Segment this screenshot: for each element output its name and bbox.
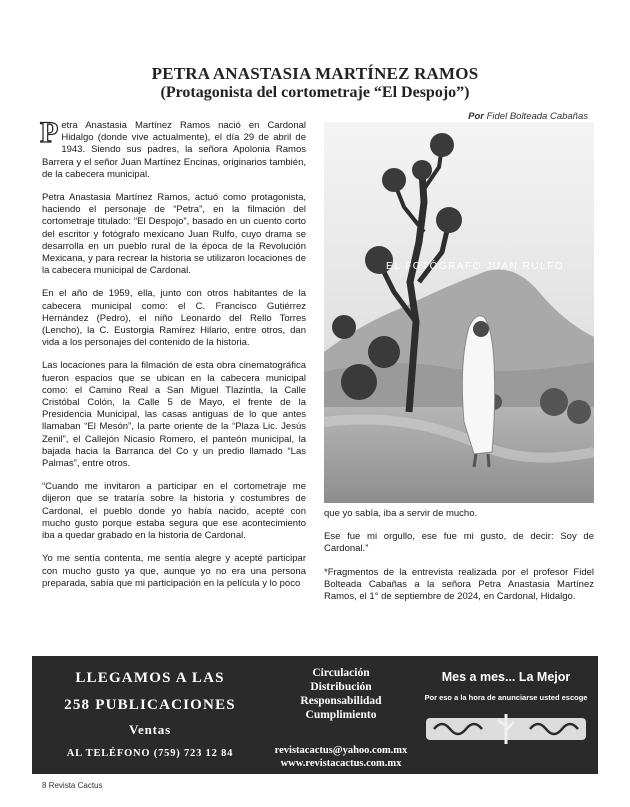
article-title: PETRA ANASTASIA MARTÍNEZ RAMOS <box>151 64 479 83</box>
service-4: Cumplimiento <box>305 709 377 721</box>
article-subtitle: (Protagonista del cortometraje “El Despojo”) <box>160 84 470 101</box>
ad-banner <box>32 656 598 774</box>
service-2: Distribución <box>310 681 372 693</box>
banner-slogan-sub: Por eso a la hora de anunciarse usted escoge <box>424 693 588 702</box>
drop-cap: P <box>40 116 59 149</box>
banner-website[interactable]: www.revistacactus.com.mx <box>280 758 402 769</box>
right-column <box>324 508 594 614</box>
banner-email[interactable]: revistacactus@yahoo.com.mx <box>274 745 408 756</box>
banner-line-3: Ventas <box>129 722 171 737</box>
magazine-name: Revista Cactus <box>48 781 103 790</box>
banner-left <box>40 670 260 759</box>
service-1: Circulación <box>312 667 370 679</box>
paragraph-1-text: etra Anastasia Martínez Ramos nació en Cardonal Hidalgo (donde vive actualmente), el día 29 de abril de 1943. Siendo sus padres, la señora Apolonia Ramos Barrera y el señor Juan Martínez Encinas, originarios también, de la cabecera municipal. <box>42 120 306 180</box>
banner-phone: AL TELÉFONO (759) 723 12 84 <box>66 748 234 759</box>
paragraph-6: Yo me sentía contenta, me sentía alegre y acepté participar con mucho gusto ya que, aunque yo no era una persona preparada, sabía que mi participación en la película y lo poco <box>42 553 306 589</box>
paragraph-4: Las locaciones para la filmación de esta obra cinematográfica fueron espacios que se ubican en la cabecera municipal como: el Camino Real a San Miguel Tlazintla, la Calle Cristóbal Colón, la Calle 5 de Mayo, el frente de la Presidencia Municipal, las casas antiguas de lo que antes llamaban “El Mesón”, la parte oriente de la “Plaza Lic. Jesús Zenil”, el Callejón Nicasio Romero, el panteón municipal, la bajada hacia la Barranca del Co y un predio llamado “Las Palmas”, entre otros. <box>42 360 306 470</box>
service-3: Responsabilidad <box>300 695 382 707</box>
byline-author: Fidel Bolteada Cabañas <box>486 111 588 122</box>
banner-right <box>420 670 592 751</box>
photo-caption: EL FOTÓGRAFO JUAN RULFO <box>386 261 565 272</box>
cactus-logo-icon <box>420 712 592 751</box>
banner-line-1: LLEGAMOS A LAS <box>75 670 225 686</box>
paragraph-9: *Fragmentos de la entrevista realizada por el profesor Fidel Bolteada Cabañas a la señora Petra Anastasia Martínez Ramos, el 1° de septiembre de 2024, en Cardonal, Hidalgo. <box>324 566 594 603</box>
banner-middle <box>256 666 426 770</box>
paragraph-1 <box>40 116 306 181</box>
paragraph-2: Petra Anastasia Martínez Ramos, actuó como protagonista, haciendo el personaje de “Petra”, en la filmación del cortometraje titulado: “El Despojo”, basado en un cuento corto del escritor y fotógrafo mexicano Juan Rulfo, cuyo drama se desarrolla en un pueblo rural de la época de la Revolución Mexicana, y para recrear la historia se utilizaron locaciones de la cabecera municipal de Cardonal. <box>42 192 306 277</box>
paragraph-3: En el año de 1959, ella, junto con otros habitantes de la cabecera municipal como: el C. Francisco Gutiérrez Hernández (Pedro), el niño Leonardo del Rello Torres (Lencho), la C. Eustorgia Ramírez Hilario, entre otros, dan vida a los personajes del contenido de la historia. <box>42 288 306 349</box>
banner-slogan: Mes a mes... La Mejor <box>441 670 571 684</box>
photo-illustration <box>324 122 594 503</box>
article-photo <box>324 122 594 503</box>
byline-prefix: Por <box>468 111 484 122</box>
paragraph-5: “Cuando me invitaron a participar en el cortometraje me dijeron que se trataría sobre la historia y costumbres de Cardonal, el pueblo donde yo había nacido, acepté con mucho gusto porque estaba segura que ese acontecimiento iba a quedar grabado en la historia de Cardonal. <box>42 481 306 542</box>
page-footer <box>42 781 102 790</box>
page-number: 8 <box>42 781 47 790</box>
paragraph-8: Ese fue mi orgullo, ese fue mi gusto, de decir: Soy de Cardonal.” <box>324 531 594 555</box>
left-column <box>40 116 306 601</box>
paragraph-7: que yo sabía, iba a servir de mucho. <box>324 508 478 519</box>
banner-line-2: 258 PUBLICACIONES <box>64 697 236 713</box>
byline <box>468 111 588 122</box>
